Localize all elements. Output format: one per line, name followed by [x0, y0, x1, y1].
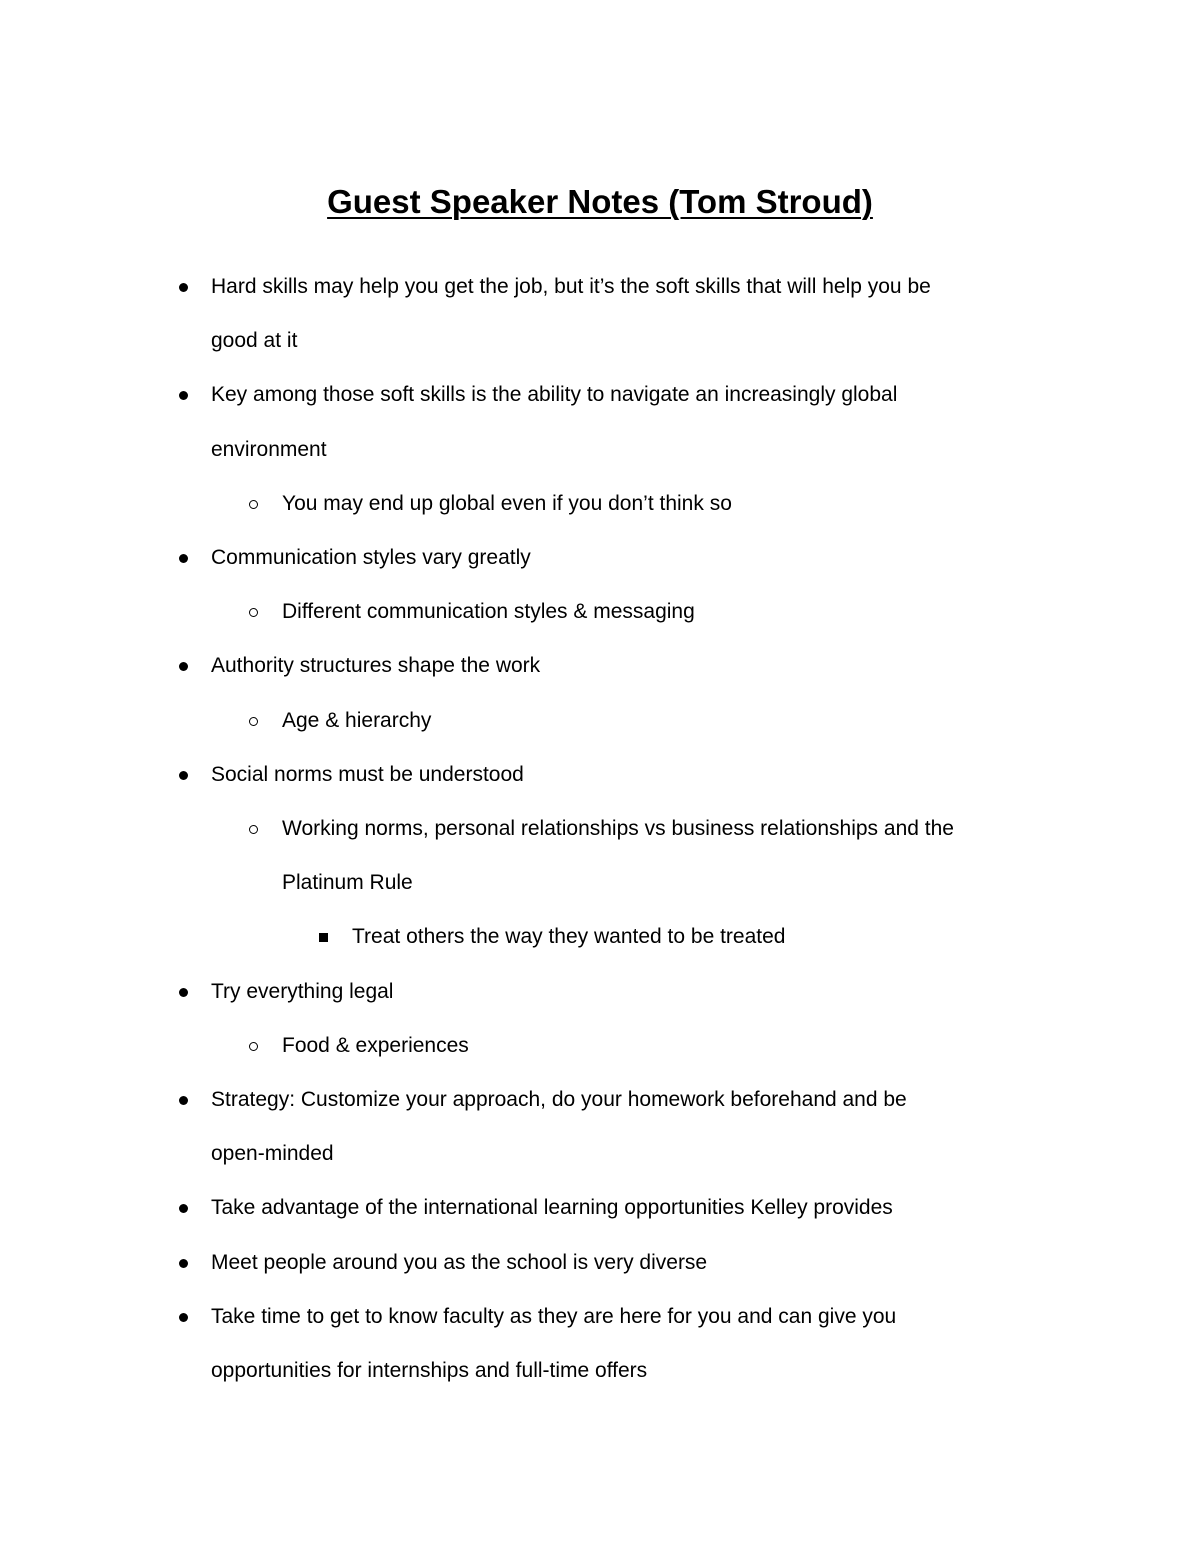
list-item	[0, 965, 1200, 1019]
bullet-dot-icon	[179, 1204, 188, 1213]
list-item	[0, 1290, 1200, 1398]
bullet-circle-icon	[249, 1042, 258, 1051]
list-item-text-line: Treat others the way they wanted to be treated	[352, 925, 786, 949]
list-item	[0, 694, 1200, 748]
list-item-text-line: Food & experiences	[282, 1033, 469, 1057]
list-item-text-line: environment	[211, 437, 327, 461]
bullet-dot-icon	[179, 1259, 188, 1268]
list-item	[0, 260, 1200, 368]
bullet-dot-icon	[179, 771, 188, 780]
list-item-text-line: good at it	[211, 329, 298, 353]
list-item-text-line: Age & hierarchy	[282, 708, 432, 732]
list-item-text-line: Hard skills may help you get the job, but it’s the soft skills that will help you be	[211, 275, 931, 298]
bullet-dot-icon	[179, 283, 188, 292]
bullet-circle-icon	[249, 825, 258, 834]
list-item	[0, 368, 1200, 476]
list-item-text-line: Communication styles vary greatly	[211, 546, 531, 570]
list-item	[0, 585, 1200, 639]
list-item-text-line: open-minded	[211, 1142, 334, 1166]
bullet-dot-icon	[179, 554, 188, 563]
bullet-square-icon	[319, 933, 328, 942]
list-item	[0, 748, 1200, 802]
list-item-text-line: Platinum Rule	[282, 871, 413, 895]
bullet-dot-icon	[179, 391, 188, 400]
list-item	[0, 639, 1200, 693]
bullet-dot-icon	[179, 988, 188, 997]
bullet-dot-icon	[179, 1313, 188, 1322]
bullet-circle-icon	[249, 608, 258, 617]
list-item-text-line: Social norms must be understood	[211, 762, 524, 786]
list-item-text-line: Strategy: Customize your approach, do your homework beforehand and be	[211, 1088, 907, 1112]
list-item	[0, 477, 1200, 531]
list-item-text-line: Take advantage of the international learning opportunities Kelley provides	[211, 1196, 893, 1220]
list-item	[0, 1236, 1200, 1290]
bullet-dot-icon	[179, 662, 188, 671]
list-item-text-line: Different communication styles & messaging	[282, 600, 695, 624]
page-title: Guest Speaker Notes (Tom Stroud)	[327, 183, 873, 220]
notes-list	[0, 260, 1200, 1398]
list-item	[0, 1019, 1200, 1073]
list-item-text-line: opportunities for internships and full-time offers	[211, 1359, 648, 1383]
list-item-text-line: Authority structures shape the work	[211, 654, 541, 678]
list-item-text-line: Key among those soft skills is the ability to navigate an increasingly global	[211, 383, 898, 407]
list-item-text-line: Working norms, personal relationships vs business relationships and the	[282, 817, 954, 841]
list-item	[0, 910, 1200, 964]
list-item	[0, 1073, 1200, 1181]
list-item-text-line: Meet people around you as the school is very diverse	[211, 1250, 708, 1274]
list-item-text-line: You may end up global even if you don’t think so	[282, 491, 732, 515]
list-item	[0, 531, 1200, 585]
list-item-text-line: Try everything legal	[211, 979, 394, 1003]
list-item	[0, 1181, 1200, 1235]
bullet-circle-icon	[249, 717, 258, 726]
bullet-circle-icon	[249, 500, 258, 509]
list-item	[0, 802, 1200, 910]
bullet-dot-icon	[179, 1096, 188, 1105]
list-item-text-line: Take time to get to know faculty as they are here for you and can give you	[211, 1304, 897, 1328]
